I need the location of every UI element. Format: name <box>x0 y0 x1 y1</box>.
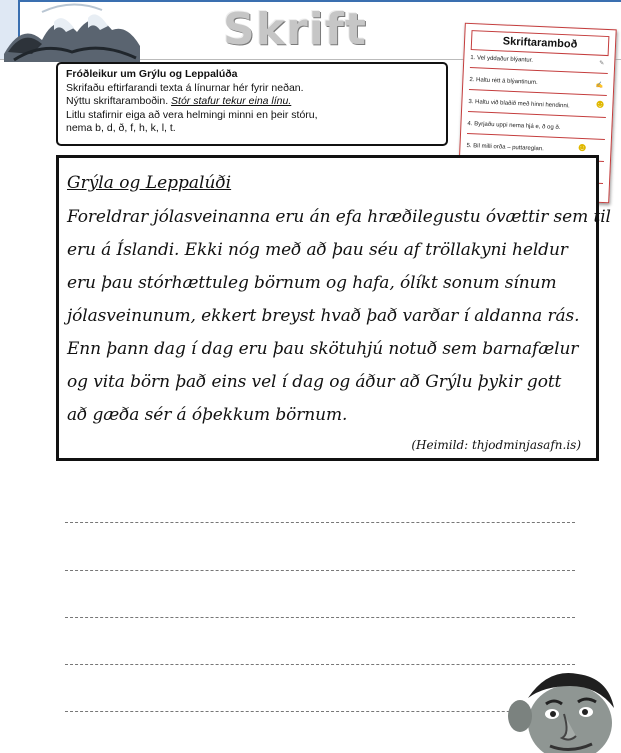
passage-box <box>56 155 611 461</box>
passage-line: að gæða sér á óþekkum börnum. <box>67 405 348 425</box>
instructions-emphasis: Stór stafur tekur eina línu. <box>171 95 292 107</box>
mountain-illustration <box>2 2 142 62</box>
writing-line[interactable] <box>65 664 575 665</box>
writing-line[interactable] <box>65 570 575 571</box>
instructions-text: Nýttu skriftaramboðin. <box>66 95 172 107</box>
instructions-line: Skrifaðu eftirfarandi texta á línurnar hér fyrir neðan. <box>66 81 304 94</box>
instructions-line: nema b, d, ð, f, h, k, l, t. <box>66 122 176 134</box>
writing-line[interactable] <box>65 522 575 523</box>
card-item-text: 2. Haltu rétt á blýantinum. <box>469 77 538 86</box>
card-item <box>470 54 608 74</box>
smiley-icon: ☻ <box>575 139 589 155</box>
passage-line: jólasveinunum, ekkert breyst hvað það varðar í aldanna rás. <box>67 306 580 326</box>
card-item-text: 1. Vel yddaður blýantur. <box>470 55 534 64</box>
instructions-heading: Fróðleikur um Grýlu og Leppalúða <box>66 68 238 80</box>
instructions-box <box>56 62 448 146</box>
card-item <box>468 98 606 118</box>
page-title: Skrift <box>223 4 367 55</box>
passage-line: Foreldrar jólasveinanna eru án efa hræðilegustu óvættir sem til <box>67 207 611 227</box>
hand-icon: ✍ <box>595 82 604 89</box>
passage-source: (Heimild: thjodminjasafn.is) <box>411 438 581 452</box>
card-item <box>469 76 607 96</box>
writing-line[interactable] <box>65 711 575 712</box>
passage-line: Enn þann dag í dag eru þau skötuhjú notuð sem barnafælur <box>67 339 579 359</box>
passage-line: eru þau stórhættuleg börnum og hafa, ólíkt sonum sínum <box>67 273 557 293</box>
instructions-line <box>66 95 438 109</box>
card-title: Skriftaramboð <box>471 30 610 56</box>
passage-title: Grýla og Leppalúði <box>67 173 232 193</box>
smiley-icon: ☻ <box>593 96 607 112</box>
instructions-line: Litlu stafirnir eiga að vera helmingi minni en þeir stóru, <box>66 108 318 121</box>
card-item-text: 4. Byrjaðu uppi nema hjá e, ð og ð. <box>467 120 561 132</box>
writing-line[interactable] <box>65 617 575 618</box>
passage-line: eru á Íslandi. Ekki nóg með að þau séu af tröllakyni heldur <box>67 240 568 260</box>
card-item-text: 3. Haltu við blaðið með hinni hendinni. <box>468 99 570 110</box>
pencil-icon: ✎ <box>599 60 605 67</box>
passage-line: og vita börn það eins vel í dag og áður að Grýlu þykir gott <box>67 372 562 392</box>
card-item-text: 5. Bil milli orða – puttareglan. <box>466 142 544 153</box>
troll-illustration <box>508 668 621 753</box>
card-item <box>467 120 605 140</box>
